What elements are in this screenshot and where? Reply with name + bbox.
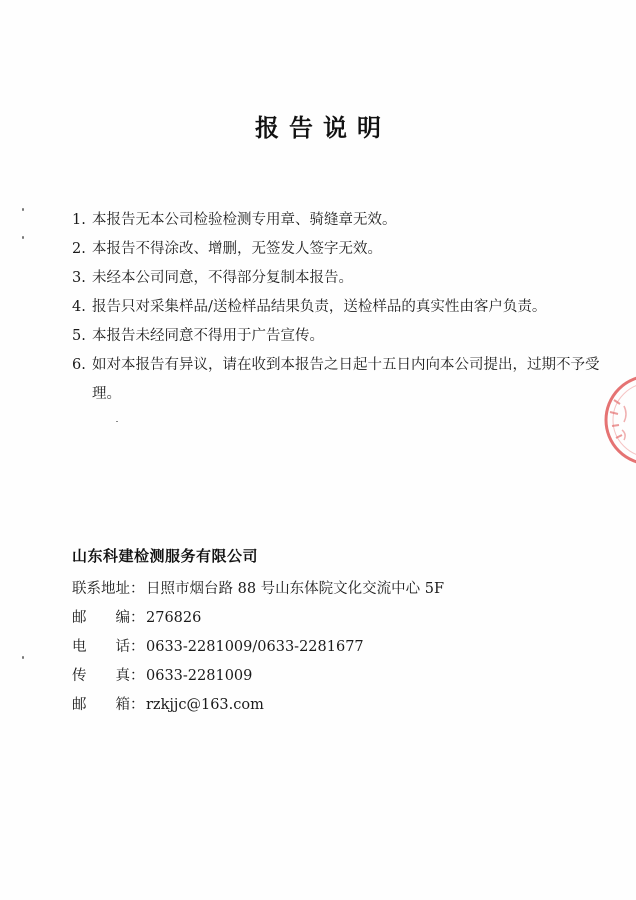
note-number: 2.	[72, 241, 86, 257]
partial-red-seal-icon	[590, 360, 636, 480]
company-name: 山东科建检测服务有限公司	[72, 547, 259, 565]
note-text: 报告只对采集样品/送检样品结果负责，送检样品的真实性由客户负责。	[92, 299, 547, 315]
contact-label: 联系地址：	[72, 581, 145, 597]
scan-speck	[22, 236, 24, 239]
note-number: 1.	[72, 212, 86, 228]
contact-value: 276826	[146, 610, 202, 626]
note-number: 5.	[72, 328, 86, 344]
contact-row-phone	[72, 633, 592, 662]
contact-label: 传 真：	[72, 668, 145, 684]
contact-row-address	[72, 575, 592, 604]
contact-info	[72, 575, 592, 720]
note-number: 3.	[72, 270, 86, 286]
scan-speck	[22, 208, 24, 211]
note-item	[72, 264, 612, 293]
report-notes-list	[72, 206, 612, 409]
contact-value: rzkjjc@163.com	[146, 697, 264, 713]
contact-value: 日照市烟台路 88 号山东体院文化交流中心 5F	[146, 581, 445, 597]
contact-label: 邮 箱：	[72, 697, 145, 713]
note-number: 4.	[72, 299, 86, 315]
note-item	[72, 235, 612, 264]
scan-speck	[22, 656, 24, 659]
contact-value: 0633-2281009	[146, 668, 253, 684]
contact-label: 电 话：	[72, 639, 145, 655]
note-text: 本报告未经同意不得用于广告宣传。	[92, 328, 324, 344]
page-title: 报告说明	[255, 113, 391, 142]
contact-row-postcode	[72, 604, 592, 633]
contact-value: 0633-2281009/0633-2281677	[146, 639, 364, 655]
note-item	[72, 322, 612, 351]
scan-speck	[116, 421, 118, 422]
note-item	[72, 293, 612, 322]
contact-row-fax	[72, 662, 592, 691]
note-text: 未经本公司同意，不得部分复制本报告。	[92, 270, 353, 286]
note-text: 如对本报告有异议，请在收到本报告之日起十五日内向本公司提出，过期不予受理。	[92, 357, 600, 402]
note-number: 6.	[72, 357, 86, 373]
contact-label: 邮 编：	[72, 610, 145, 626]
note-item	[72, 206, 612, 235]
note-item	[72, 351, 612, 409]
note-text: 本报告无本公司检验检测专用章、骑缝章无效。	[92, 212, 397, 228]
contact-row-email	[72, 691, 592, 720]
note-text: 本报告不得涂改、增删，无签发人签字无效。	[92, 241, 382, 257]
